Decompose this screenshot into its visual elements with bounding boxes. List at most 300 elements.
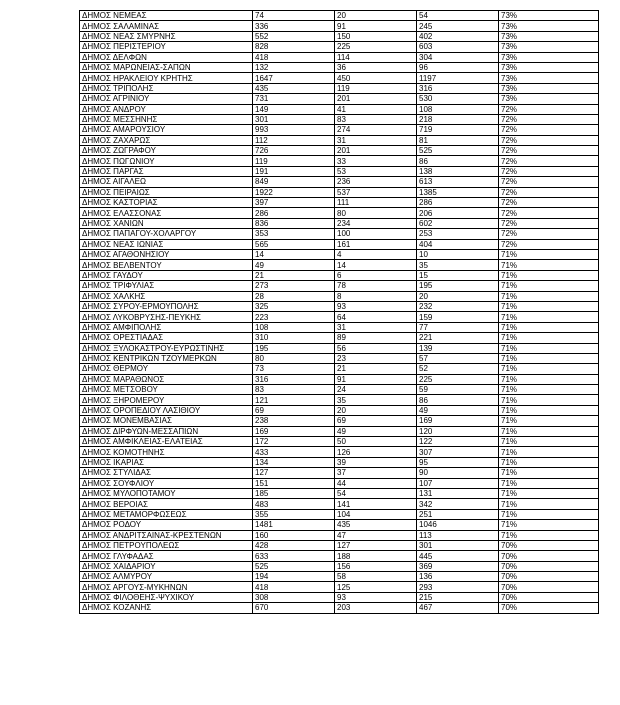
count-c-cell: 159 xyxy=(417,312,499,322)
table-row xyxy=(80,166,599,176)
table-row xyxy=(80,229,599,239)
municipality-name-cell: ΔΗΜΟΣ ΜΥΛΟΠΟΤΑΜΟΥ xyxy=(80,488,253,498)
municipality-name-cell: ΔΗΜΟΣ ΓΑΥΔΟΥ xyxy=(80,270,253,280)
percentage-cell: 71% xyxy=(499,405,599,415)
count-c-cell: 15 xyxy=(417,270,499,280)
count-a-cell: 112 xyxy=(253,135,335,145)
count-a-cell: 169 xyxy=(253,426,335,436)
count-a-cell: 80 xyxy=(253,353,335,363)
count-a-cell: 397 xyxy=(253,198,335,208)
count-c-cell: 221 xyxy=(417,333,499,343)
percentage-cell: 71% xyxy=(499,291,599,301)
percentage-cell: 73% xyxy=(499,31,599,41)
count-b-cell: 119 xyxy=(335,83,417,93)
count-b-cell: 236 xyxy=(335,177,417,187)
municipality-name-cell: ΔΗΜΟΣ ΞΗΡΟΜΕΡΟΥ xyxy=(80,395,253,405)
count-a-cell: 194 xyxy=(253,572,335,582)
percentage-cell: 72% xyxy=(499,187,599,197)
count-a-cell: 1922 xyxy=(253,187,335,197)
count-a-cell: 108 xyxy=(253,322,335,332)
table-row xyxy=(80,125,599,135)
count-a-cell: 993 xyxy=(253,125,335,135)
count-c-cell: 35 xyxy=(417,260,499,270)
count-c-cell: 10 xyxy=(417,249,499,259)
count-b-cell: 21 xyxy=(335,364,417,374)
count-c-cell: 1385 xyxy=(417,187,499,197)
municipality-name-cell: ΔΗΜΟΣ ΔΙΡΦΥΩΝ-ΜΕΣΣΑΠΙΩΝ xyxy=(80,426,253,436)
count-b-cell: 37 xyxy=(335,468,417,478)
count-c-cell: 107 xyxy=(417,478,499,488)
count-b-cell: 450 xyxy=(335,73,417,83)
count-c-cell: 138 xyxy=(417,166,499,176)
municipality-name-cell: ΔΗΜΟΣ ΜΕΤΣΟΒΟΥ xyxy=(80,385,253,395)
table-row xyxy=(80,239,599,249)
percentage-cell: 71% xyxy=(499,499,599,509)
count-a-cell: 670 xyxy=(253,603,335,613)
table-row xyxy=(80,218,599,228)
municipality-name-cell: ΔΗΜΟΣ ΑΝΔΡΟΥ xyxy=(80,104,253,114)
count-c-cell: 122 xyxy=(417,437,499,447)
count-c-cell: 225 xyxy=(417,374,499,384)
count-c-cell: 530 xyxy=(417,94,499,104)
count-c-cell: 169 xyxy=(417,416,499,426)
count-b-cell: 49 xyxy=(335,426,417,436)
count-c-cell: 139 xyxy=(417,343,499,353)
table-row xyxy=(80,343,599,353)
count-c-cell: 404 xyxy=(417,239,499,249)
municipality-name-cell: ΔΗΜΟΣ ΞΥΛΟΚΑΣΤΡΟΥ-ΕΥΡΩΣΤΙΝΗΣ xyxy=(80,343,253,353)
count-b-cell: 89 xyxy=(335,333,417,343)
count-b-cell: 150 xyxy=(335,31,417,41)
count-b-cell: 125 xyxy=(335,582,417,592)
municipality-name-cell: ΔΗΜΟΣ ΧΑΙΔΑΡΙΟΥ xyxy=(80,561,253,571)
count-c-cell: 301 xyxy=(417,540,499,550)
municipality-name-cell: ΔΗΜΟΣ ΖΩΓΡΑΦΟΥ xyxy=(80,146,253,156)
table-row xyxy=(80,416,599,426)
municipality-name-cell: ΔΗΜΟΣ ΣΟΥΦΛΙΟΥ xyxy=(80,478,253,488)
count-c-cell: 719 xyxy=(417,125,499,135)
count-c-cell: 81 xyxy=(417,135,499,145)
count-a-cell: 273 xyxy=(253,281,335,291)
table-row xyxy=(80,540,599,550)
percentage-cell: 73% xyxy=(499,42,599,52)
table-row xyxy=(80,135,599,145)
percentage-cell: 72% xyxy=(499,104,599,114)
count-c-cell: 86 xyxy=(417,156,499,166)
municipality-name-cell: ΔΗΜΟΣ ΑΝΔΡΙΤΣΑΙΝΑΣ-ΚΡΕΣΤΕΝΩΝ xyxy=(80,530,253,540)
percentage-cell: 71% xyxy=(499,457,599,467)
percentage-cell: 71% xyxy=(499,385,599,395)
percentage-cell: 73% xyxy=(499,94,599,104)
table-row xyxy=(80,187,599,197)
count-b-cell: 188 xyxy=(335,551,417,561)
count-c-cell: 54 xyxy=(417,11,499,21)
municipality-name-cell: ΔΗΜΟΣ ΟΡΕΣΤΙΑΔΑΣ xyxy=(80,333,253,343)
municipality-name-cell: ΔΗΜΟΣ ΣΥΡΟΥ-ΕΡΜΟΥΠΟΛΗΣ xyxy=(80,301,253,311)
municipality-name-cell: ΔΗΜΟΣ ΠΕΡΙΣΤΕΡΙΟΥ xyxy=(80,42,253,52)
count-b-cell: 54 xyxy=(335,488,417,498)
table-row xyxy=(80,291,599,301)
count-a-cell: 286 xyxy=(253,208,335,218)
municipality-name-cell: ΔΗΜΟΣ ΦΙΛΟΘΕΗΣ-ΨΥΧΙΚΟΥ xyxy=(80,592,253,602)
count-c-cell: 316 xyxy=(417,83,499,93)
percentage-cell: 73% xyxy=(499,21,599,31)
table-row xyxy=(80,301,599,311)
count-c-cell: 293 xyxy=(417,582,499,592)
municipality-name-cell: ΔΗΜΟΣ ΓΛΥΦΑΔΑΣ xyxy=(80,551,253,561)
table-row xyxy=(80,104,599,114)
count-c-cell: 86 xyxy=(417,395,499,405)
count-a-cell: 160 xyxy=(253,530,335,540)
municipality-name-cell: ΔΗΜΟΣ ΒΕΡΟΙΑΣ xyxy=(80,499,253,509)
municipality-name-cell: ΔΗΜΟΣ ΣΤΥΛΙΔΑΣ xyxy=(80,468,253,478)
count-b-cell: 50 xyxy=(335,437,417,447)
count-a-cell: 428 xyxy=(253,540,335,550)
count-b-cell: 93 xyxy=(335,301,417,311)
count-b-cell: 537 xyxy=(335,187,417,197)
municipality-name-cell: ΔΗΜΟΣ ΣΑΛΑΜΙΝΑΣ xyxy=(80,21,253,31)
count-a-cell: 132 xyxy=(253,62,335,72)
municipality-name-cell: ΔΗΜΟΣ ΑΓΑΘΟΝΗΣΙΟΥ xyxy=(80,249,253,259)
percentage-cell: 72% xyxy=(499,198,599,208)
table-row xyxy=(80,62,599,72)
count-c-cell: 1197 xyxy=(417,73,499,83)
percentage-cell: 70% xyxy=(499,540,599,550)
percentage-cell: 72% xyxy=(499,218,599,228)
count-b-cell: 53 xyxy=(335,166,417,176)
municipality-name-cell: ΔΗΜΟΣ ΠΕΤΡΟΥΠΟΛΕΩΣ xyxy=(80,540,253,550)
percentage-cell: 72% xyxy=(499,114,599,124)
count-b-cell: 435 xyxy=(335,520,417,530)
count-b-cell: 69 xyxy=(335,416,417,426)
count-c-cell: 57 xyxy=(417,353,499,363)
count-a-cell: 308 xyxy=(253,592,335,602)
count-c-cell: 525 xyxy=(417,146,499,156)
percentage-cell: 71% xyxy=(499,374,599,384)
table-row xyxy=(80,156,599,166)
count-b-cell: 80 xyxy=(335,208,417,218)
table-row xyxy=(80,561,599,571)
percentage-cell: 71% xyxy=(499,270,599,280)
percentage-cell: 73% xyxy=(499,52,599,62)
count-a-cell: 849 xyxy=(253,177,335,187)
count-a-cell: 435 xyxy=(253,83,335,93)
count-a-cell: 121 xyxy=(253,395,335,405)
municipality-name-cell: ΔΗΜΟΣ ΘΕΡΜΟΥ xyxy=(80,364,253,374)
table-row xyxy=(80,94,599,104)
count-b-cell: 127 xyxy=(335,540,417,550)
percentage-cell: 72% xyxy=(499,146,599,156)
count-b-cell: 23 xyxy=(335,353,417,363)
count-a-cell: 69 xyxy=(253,405,335,415)
count-c-cell: 218 xyxy=(417,114,499,124)
count-a-cell: 483 xyxy=(253,499,335,509)
percentage-cell: 71% xyxy=(499,426,599,436)
percentage-cell: 71% xyxy=(499,437,599,447)
count-a-cell: 301 xyxy=(253,114,335,124)
count-b-cell: 104 xyxy=(335,509,417,519)
count-c-cell: 131 xyxy=(417,488,499,498)
count-c-cell: 603 xyxy=(417,42,499,52)
count-c-cell: 613 xyxy=(417,177,499,187)
count-b-cell: 126 xyxy=(335,447,417,457)
count-c-cell: 77 xyxy=(417,322,499,332)
count-b-cell: 14 xyxy=(335,260,417,270)
table-row xyxy=(80,437,599,447)
count-b-cell: 201 xyxy=(335,146,417,156)
percentage-cell: 71% xyxy=(499,353,599,363)
table-row xyxy=(80,353,599,363)
municipality-name-cell: ΔΗΜΟΣ ΑΛΜΥΡΟΥ xyxy=(80,572,253,582)
count-b-cell: 56 xyxy=(335,343,417,353)
count-a-cell: 191 xyxy=(253,166,335,176)
table-row xyxy=(80,405,599,415)
count-b-cell: 20 xyxy=(335,11,417,21)
count-b-cell: 31 xyxy=(335,135,417,145)
count-a-cell: 353 xyxy=(253,229,335,239)
count-b-cell: 35 xyxy=(335,395,417,405)
count-b-cell: 64 xyxy=(335,312,417,322)
table-row xyxy=(80,281,599,291)
table-row xyxy=(80,385,599,395)
municipality-name-cell: ΔΗΜΟΣ ΑΓΡΙΝΙΟΥ xyxy=(80,94,253,104)
count-c-cell: 245 xyxy=(417,21,499,31)
count-c-cell: 52 xyxy=(417,364,499,374)
municipality-name-cell: ΔΗΜΟΣ ΧΑΝΙΩΝ xyxy=(80,218,253,228)
count-b-cell: 47 xyxy=(335,530,417,540)
municipality-name-cell: ΔΗΜΟΣ ΝΕΑΣ ΣΜΥΡΝΗΣ xyxy=(80,31,253,41)
municipality-name-cell: ΔΗΜΟΣ ΚΑΣΤΟΡΙΑΣ xyxy=(80,198,253,208)
percentage-cell: 71% xyxy=(499,249,599,259)
count-a-cell: 134 xyxy=(253,457,335,467)
count-b-cell: 156 xyxy=(335,561,417,571)
table-row xyxy=(80,177,599,187)
count-a-cell: 310 xyxy=(253,333,335,343)
municipality-name-cell: ΔΗΜΟΣ ΜΟΝΕΜΒΑΣΙΑΣ xyxy=(80,416,253,426)
count-c-cell: 369 xyxy=(417,561,499,571)
table-row xyxy=(80,198,599,208)
percentage-cell: 72% xyxy=(499,156,599,166)
municipality-name-cell: ΔΗΜΟΣ ΖΑΧΑΡΩΣ xyxy=(80,135,253,145)
table-row xyxy=(80,146,599,156)
count-a-cell: 223 xyxy=(253,312,335,322)
count-c-cell: 206 xyxy=(417,208,499,218)
count-a-cell: 83 xyxy=(253,385,335,395)
municipality-name-cell: ΔΗΜΟΣ ΕΛΑΣΣΟΝΑΣ xyxy=(80,208,253,218)
table-row xyxy=(80,260,599,270)
count-c-cell: 120 xyxy=(417,426,499,436)
count-b-cell: 31 xyxy=(335,322,417,332)
municipality-name-cell: ΔΗΜΟΣ ΤΡΙΠΟΛΗΣ xyxy=(80,83,253,93)
municipality-name-cell: ΔΗΜΟΣ ΟΡΟΠΕΔΙΟΥ ΛΑΣΙΘΙΟΥ xyxy=(80,405,253,415)
table-row xyxy=(80,31,599,41)
table-row xyxy=(80,603,599,613)
percentage-cell: 71% xyxy=(499,488,599,498)
count-c-cell: 402 xyxy=(417,31,499,41)
municipality-name-cell: ΔΗΜΟΣ ΠΕΙΡΑΙΩΣ xyxy=(80,187,253,197)
count-b-cell: 161 xyxy=(335,239,417,249)
municipality-name-cell: ΔΗΜΟΣ ΑΜΑΡΟΥΣΙΟΥ xyxy=(80,125,253,135)
municipality-name-cell: ΔΗΜΟΣ ΡΟΔΟΥ xyxy=(80,520,253,530)
percentage-cell: 71% xyxy=(499,260,599,270)
count-a-cell: 127 xyxy=(253,468,335,478)
table-row xyxy=(80,582,599,592)
count-a-cell: 49 xyxy=(253,260,335,270)
count-b-cell: 114 xyxy=(335,52,417,62)
count-a-cell: 119 xyxy=(253,156,335,166)
count-b-cell: 91 xyxy=(335,374,417,384)
municipality-name-cell: ΔΗΜΟΣ ΜΑΡΑΘΩΝΟΣ xyxy=(80,374,253,384)
municipality-name-cell: ΔΗΜΟΣ ΗΡΑΚΛΕΙΟΥ ΚΡΗΤΗΣ xyxy=(80,73,253,83)
count-b-cell: 78 xyxy=(335,281,417,291)
table-row xyxy=(80,42,599,52)
count-a-cell: 633 xyxy=(253,551,335,561)
percentage-cell: 70% xyxy=(499,572,599,582)
percentage-cell: 73% xyxy=(499,11,599,21)
percentage-cell: 72% xyxy=(499,135,599,145)
count-a-cell: 418 xyxy=(253,52,335,62)
count-c-cell: 108 xyxy=(417,104,499,114)
table-row xyxy=(80,374,599,384)
table-row xyxy=(80,457,599,467)
percentage-cell: 70% xyxy=(499,603,599,613)
municipality-name-cell: ΔΗΜΟΣ ΙΚΑΡΙΑΣ xyxy=(80,457,253,467)
count-a-cell: 355 xyxy=(253,509,335,519)
count-b-cell: 33 xyxy=(335,156,417,166)
count-c-cell: 445 xyxy=(417,551,499,561)
count-c-cell: 286 xyxy=(417,198,499,208)
table-row xyxy=(80,447,599,457)
table-row xyxy=(80,530,599,540)
count-c-cell: 136 xyxy=(417,572,499,582)
table-row xyxy=(80,478,599,488)
municipality-name-cell: ΔΗΜΟΣ ΝΕΜΕΑΣ xyxy=(80,11,253,21)
percentage-cell: 71% xyxy=(499,343,599,353)
table-row xyxy=(80,83,599,93)
table-row xyxy=(80,312,599,322)
count-a-cell: 836 xyxy=(253,218,335,228)
count-a-cell: 525 xyxy=(253,561,335,571)
table-row xyxy=(80,468,599,478)
percentage-cell: 73% xyxy=(499,73,599,83)
count-c-cell: 602 xyxy=(417,218,499,228)
count-c-cell: 1046 xyxy=(417,520,499,530)
count-b-cell: 36 xyxy=(335,62,417,72)
count-b-cell: 20 xyxy=(335,405,417,415)
count-c-cell: 113 xyxy=(417,530,499,540)
count-a-cell: 21 xyxy=(253,270,335,280)
percentage-cell: 71% xyxy=(499,312,599,322)
percentage-cell: 71% xyxy=(499,468,599,478)
count-b-cell: 203 xyxy=(335,603,417,613)
table-row xyxy=(80,592,599,602)
count-c-cell: 96 xyxy=(417,62,499,72)
count-a-cell: 151 xyxy=(253,478,335,488)
count-a-cell: 731 xyxy=(253,94,335,104)
percentage-cell: 70% xyxy=(499,592,599,602)
table-row xyxy=(80,73,599,83)
municipality-name-cell: ΔΗΜΟΣ ΜΕΣΣΗΝΗΣ xyxy=(80,114,253,124)
count-b-cell: 234 xyxy=(335,218,417,228)
municipality-name-cell: ΔΗΜΟΣ ΑΙΓΑΛΕΩ xyxy=(80,177,253,187)
percentage-cell: 71% xyxy=(499,333,599,343)
percentage-cell: 72% xyxy=(499,177,599,187)
count-a-cell: 172 xyxy=(253,437,335,447)
count-b-cell: 44 xyxy=(335,478,417,488)
table-row xyxy=(80,509,599,519)
percentage-cell: 71% xyxy=(499,301,599,311)
table-body xyxy=(80,11,599,614)
table-row xyxy=(80,520,599,530)
count-c-cell: 95 xyxy=(417,457,499,467)
count-c-cell: 253 xyxy=(417,229,499,239)
percentage-cell: 71% xyxy=(499,520,599,530)
count-a-cell: 195 xyxy=(253,343,335,353)
percentage-cell: 72% xyxy=(499,166,599,176)
count-b-cell: 24 xyxy=(335,385,417,395)
count-a-cell: 28 xyxy=(253,291,335,301)
municipality-name-cell: ΔΗΜΟΣ ΝΕΑΣ ΙΩΝΙΑΣ xyxy=(80,239,253,249)
table-row xyxy=(80,270,599,280)
count-b-cell: 4 xyxy=(335,249,417,259)
percentage-cell: 72% xyxy=(499,125,599,135)
percentage-cell: 70% xyxy=(499,561,599,571)
percentage-cell: 71% xyxy=(499,447,599,457)
municipality-name-cell: ΔΗΜΟΣ ΠΩΓΩΝΙΟΥ xyxy=(80,156,253,166)
count-a-cell: 14 xyxy=(253,249,335,259)
table-row xyxy=(80,364,599,374)
count-c-cell: 59 xyxy=(417,385,499,395)
count-c-cell: 251 xyxy=(417,509,499,519)
percentage-cell: 71% xyxy=(499,322,599,332)
count-b-cell: 93 xyxy=(335,592,417,602)
municipality-name-cell: ΔΗΜΟΣ ΠΑΡΓΑΣ xyxy=(80,166,253,176)
percentage-cell: 70% xyxy=(499,551,599,561)
count-c-cell: 467 xyxy=(417,603,499,613)
count-b-cell: 201 xyxy=(335,94,417,104)
count-a-cell: 238 xyxy=(253,416,335,426)
count-c-cell: 232 xyxy=(417,301,499,311)
table-row xyxy=(80,395,599,405)
table-row xyxy=(80,52,599,62)
table-row xyxy=(80,551,599,561)
municipality-name-cell: ΔΗΜΟΣ ΜΕΤΑΜΟΡΦΩΣΕΩΣ xyxy=(80,509,253,519)
table-row xyxy=(80,426,599,436)
count-b-cell: 274 xyxy=(335,125,417,135)
count-b-cell: 58 xyxy=(335,572,417,582)
municipality-name-cell: ΔΗΜΟΣ ΚΟΜΟΤΗΝΗΣ xyxy=(80,447,253,457)
count-b-cell: 83 xyxy=(335,114,417,124)
table-row xyxy=(80,322,599,332)
percentage-cell: 71% xyxy=(499,395,599,405)
percentage-cell: 72% xyxy=(499,239,599,249)
percentage-cell: 72% xyxy=(499,229,599,239)
municipality-name-cell: ΔΗΜΟΣ ΒΕΛΒΕΝΤΟΥ xyxy=(80,260,253,270)
table-row xyxy=(80,21,599,31)
municipality-name-cell: ΔΗΜΟΣ ΑΡΓΟΥΣ-ΜΥΚΗΝΩΝ xyxy=(80,582,253,592)
count-a-cell: 316 xyxy=(253,374,335,384)
count-a-cell: 418 xyxy=(253,582,335,592)
count-b-cell: 100 xyxy=(335,229,417,239)
municipality-name-cell: ΔΗΜΟΣ ΚΟΖΑΝΗΣ xyxy=(80,603,253,613)
count-b-cell: 111 xyxy=(335,198,417,208)
count-b-cell: 39 xyxy=(335,457,417,467)
municipality-name-cell: ΔΗΜΟΣ ΜΑΡΩΝΕΙΑΣ-ΣΑΠΩΝ xyxy=(80,62,253,72)
table-row xyxy=(80,488,599,498)
table-row xyxy=(80,499,599,509)
municipality-name-cell: ΔΗΜΟΣ ΑΜΦΙΠΟΛΗΣ xyxy=(80,322,253,332)
count-a-cell: 73 xyxy=(253,364,335,374)
